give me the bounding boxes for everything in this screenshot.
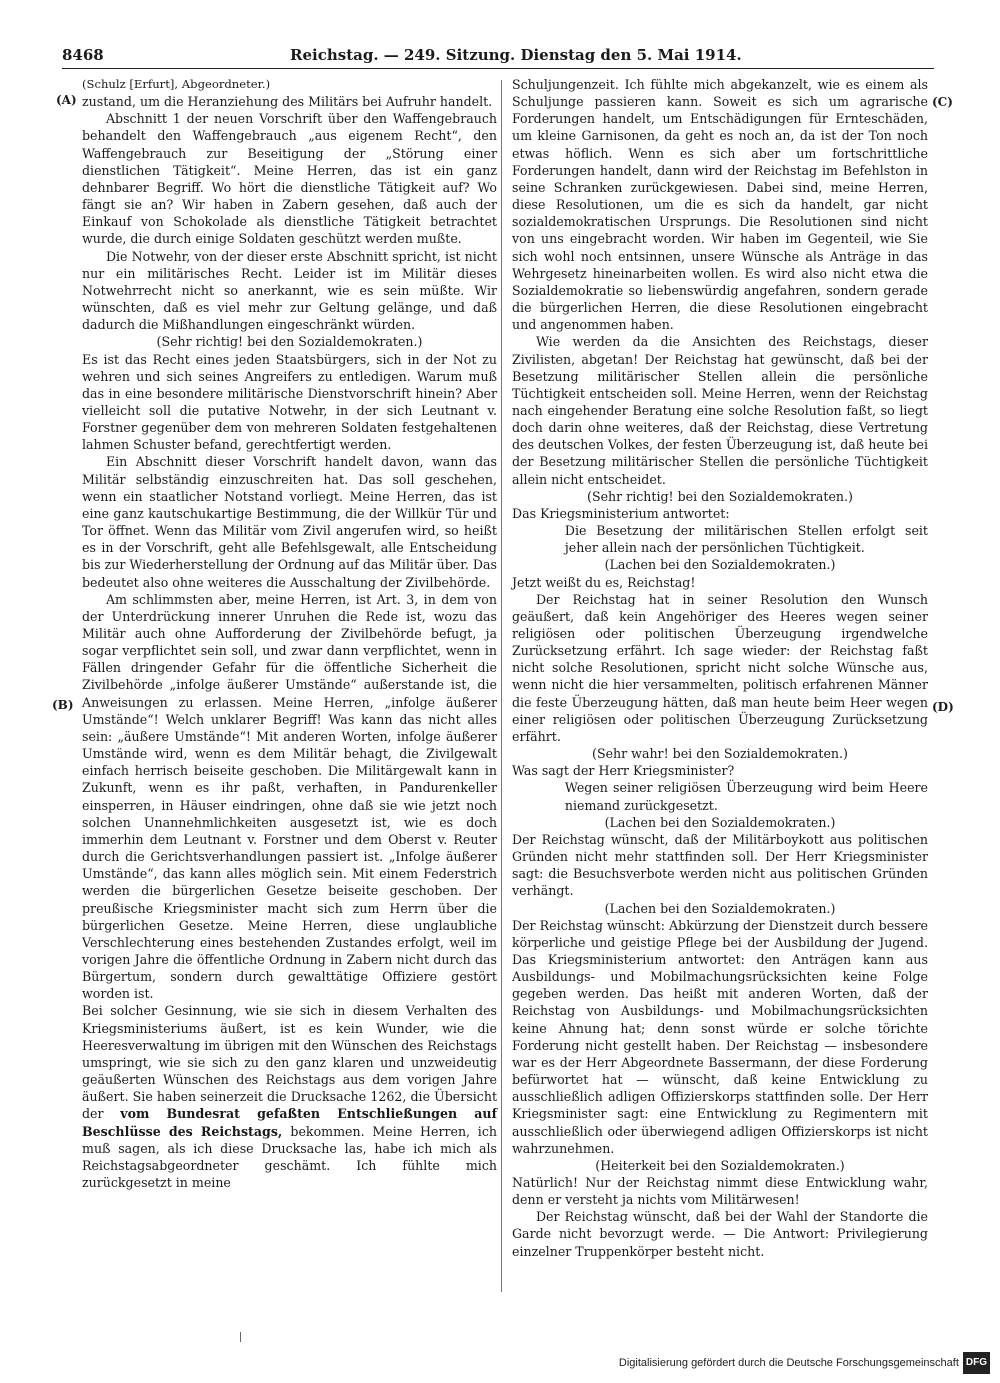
paragraph: Was sagt der Herr Kriegsminister? [512,763,735,779]
paragraph: Am schlimmsten aber, meine Herren, ist Art. 3, in dem von der Unterdrückung innerer Unruhen die Rede ist, wozu das Militär auch ohne Aufforderung der Zivilbehörde befugt, ja sogar verpflichtet sein soll, und zwar dann verpflichtet, wenn in Fällen dringender Gefahr für die öffentliche Sicherheit die Zivilbehörde „infolge äußerer Umstände“ außerstande ist, die Anweisungen zu erlassen. Meine Herren, „infolge äußerer Umstände“! Welch unklarer Begriff! Was kann das nicht alles sein: „äußere Umstände“! Mit anderen Worten, infolge äußerer Umstände wird, wenn es dem Militär behagt, die Zivilgewalt einfach herrisch beiseite geschoben. Die Militärgewalt kann in Zukunft, wenn es ihr paßt, verhaften, in Pandurenkeller einsperren, in Häuser eindringen, ohne daß sie wie jetzt noch solchen Unannehmlichkeiten ausgesetzt ist, wie es doch immerhin dem Leutnant v. Forstner und dem Oberst v. Reuter durch die Gerichtsverhandlungen passiert ist. „Infolge äußerer Umstände“, das kann alles möglich sein. Mit einem Federstrich werden die bürgerlichen Gesetze beiseite geschoben. Der preußische Kriegsminister macht sich zum Herrn über die bürgerlichen Gesetze. Meine Herren, diese unglaubliche Verschlechterung eines bestehenden Zustandes erfolgt, weil im vorigen Jahre die öffentliche Ordnung in Zabern nicht durch das Bürgertum, sondern durch gewalttätige Offiziere gestört worden ist. [82,591,497,1002]
header-rule [62,68,934,69]
credit-text: Digitalisierung gefördert durch die Deutsche Forschungsgemeinschaft [618,1357,959,1369]
interjection: (Sehr richtig! bei den Sozialdemokraten.) [156,334,423,350]
margin-mark-c: (C) [932,95,953,109]
paragraph: Das Kriegsministerium antwortet: [512,505,730,521]
paragraph: Wegen seiner religiösen Überzeugung wird beim Heere niemand zurückgesetzt. [564,780,928,813]
column-divider [501,80,502,1292]
interjection: (Heiterkeit bei den Sozialdemokraten.) [595,1157,845,1173]
paragraph: Natürlich! Nur der Reichstag nimmt diese Entwicklung wahr, denn er versteht ja nichts vom Militärwesen! [512,1175,928,1208]
paragraph: Es ist das Recht eines jeden Staatsbürgers, sich in der Not zu wehren und sich seines Angreifers zu entledigen. Warum muß das in eine besondere militärische Dienstvorschrift hinein? Aber vielleicht soll die putative Notwehr, in der sich Leutnant v. Forstner gegenüber dem von mehreren Soldaten festgehaltenen lahmen Schuster befand, gerechtfertigt werden. [82,351,497,453]
page-mark [240,1332,241,1342]
margin-mark-a: (A) [56,93,77,107]
left-text-column [82,76,497,1191]
paragraph: Die Notwehr, von der dieser erste Abschnitt spricht, ist nicht nur ein militärisches Recht. Leider ist im Militär dieses Notwehrrecht nicht so anerkannt, wie es sein müßte. Wir wünschten, daß es viel mehr zur Geltung gelänge, und daß dadurch die Mißhandlungen eingeschränkt würden. [82,248,497,333]
paragraph: Der Reichstag wünscht, daß der Militärboykott aus politischen Gründen nicht mehr stattfinden soll. Der Herr Kriegsminister sagt: die Besuchsverbote werden nicht aus politischen Gründen verhängt. [512,831,928,899]
interjection: (Sehr richtig! bei den Sozialdemokraten.) [587,488,853,504]
digitization-credit [619,1353,990,1373]
interjection: (Sehr wahr! bei den Sozialdemokraten.) [592,746,848,762]
paragraph: zustand, um die Heranziehung des Militärs bei Aufruhr handelt. [82,94,493,110]
interjection: (Lachen bei den Sozialdemokraten.) [604,814,836,830]
paragraph: Wie werden da die Ansichten des Reichstags, dieser Zivilisten, abgetan! Der Reichstag hat gewünscht, daß bei der Besetzung militärischer Stellen allein die persönliche Tüchtigkeit entscheiden soll. Meine Herren, wenn der Reichstag nach eingehender Beratung eine solche Resolution faßt, so liegt doch darin ohne weiteres, daß der Reichstag, diese Vertretung des deutschen Volkes, der festen Überzeugung ist, daß heute bei der Besetzung militärischer Stellen die persönliche Tüchtigkeit allein nicht entscheidet. [512,334,928,487]
paragraph: Die Besetzung der militärischen Stellen erfolgt seit jeher allein nach der persönlichen Tüchtigkeit. [564,523,928,556]
interjection: (Lachen bei den Sozialdemokraten.) [604,900,836,916]
paragraph: bekommen. Meine Herren, ich muß sagen, als ich diese Drucksache las, habe ich mich als Reichstagsabgeordneter geschämt. Ich fühlte mich zurückgesetzt in meine [82,1123,497,1190]
paragraph: Der Reichstag wünscht: Abkürzung der Dienstzeit durch bessere körperliche und geistige Pflege bei der Ausbildung der Jugend. Das Kriegsministerium antwortet: den Anträgen kann aus Ausbildungs- und Mobilmachungsrücksichten keine Folge gegeben werden. Das heißt mit anderen Worten, daß der Reichstag von Ausbildungs- und Mobilmachungsrücksichten keine Ahnung hat; denn sonst würde er solche törichte Forderung nicht gestellt haben. Der Reichstag — insbesondere war es der Herr Abgeordnete Bassermann, der diese Forderung befürwortet hat — wünscht, daß keine Entwicklung zu ausschließlich adligen Offizierskorps stattfinden solle. Der Herr Kriegsminister sagt: eine Entwicklung zu Regimentern mit ausschließlich oder überwiegend adligen Offizierskorps ist nicht wahrzunehmen. [512,917,928,1156]
interjection: (Lachen bei den Sozialdemokraten.) [604,557,836,573]
right-text-column [512,76,928,1260]
paragraph: Bei solcher Gesinnung, wie sie sich in diesem Verhalten des Kriegsministeriums äußert, ist es kein Wunder, wie die Heeresverwaltung im übrigen mit den Wünschen des Reichstags umspringt, wie sie sich zu den ganz klaren und unzweideutig geäußerten Wünschen des Reichstags aus dem vorigen Jahre äußert. Sie haben seinerzeit die Drucksache 1262, die Übersicht der [82,1003,497,1122]
page-header-title: Reichstag. — 249. Sitzung. Dienstag den 5. Mai 1914. [290,46,742,64]
dfg-logo: DFG [963,1352,990,1374]
paragraph: Schuljungenzeit. Ich fühlte mich abgekanzelt, wie es einem als Schuljunge passieren kann. Soweit es sich um agrarische Forderungen handelt, um Entschädigungen für Ernteschäden, um kleine Garnisonen, da geht es noch an, da ist der Ton noch etwas höflich. Wenn es sich aber um fortschrittliche Forderungen handelt, dann wird der Reichstag im Befehlston in seine Schranken zurückgewiesen. Dabei sind, meine Herren, diese Resolutionen, um die es sich da handelt, gar nicht sozialdemokratischen Ursprungs. Die Resolutionen sind nicht von uns eingebracht worden. Wir haben im Gegenteil, wie Sie sich wohl noch entsinnen, unsere Wünsche als Anträge in das Wehrgesetz hineinarbeiten wollen. Es wird also nicht etwa die Sozialdemokratie so liebenswürdig angefahren, sondern gerade die bürgerlichen Herren, die diese Resolutionen eingebracht und angenommen haben. [512,77,928,333]
paragraph: Abschnitt 1 der neuen Vorschrift über den Waffengebrauch behandelt den Waffengebrauch „aus eigenem Recht“, den Waffengebrauch zur Beseitigung der „Störung einer dienstlichen Tätigkeit“. Meine Herren, das ist ein ganz dehnbarer Begriff. Wo hört die dienstliche Tätigkeit auf? Wo fängt sie an? Wir haben in Zabern gesehen, daß auch der Einkauf von Schokolade als dienstliche Tätigkeit betrachtet wurde, die durch einige Soldaten geschützt werden mußte. [82,111,497,247]
paragraph: Der Reichstag hat in seiner Resolution den Wunsch geäußert, daß kein Angehöriger des Heeres wegen seiner religiösen oder politischen Überzeugung irgendwelche Zurücksetzung erfährt. Ich sage wieder: der Reichstag faßt nicht solche Resolutionen, spricht nicht solche Wünsche aus, wenn nicht die hier versammelten, politisch erfahrenen Männer die feste Überzeugung hätten, daß man heute beim Heer wegen einer religiösen oder politischen Überzeugung Zurücksetzung erfährt. [512,591,928,744]
margin-mark-d: (D) [932,700,954,714]
paragraph: Ein Abschnitt dieser Vorschrift handelt davon, wann das Militär selbständig einzuschreiten hat. Das soll geschehen, wenn ein staatlicher Notstand vorliegt. Meine Herren, das ist eine ganz kautschukartige Bestimmung, die der Willkür Tür und Tor öffnet. Wenn das Militär vom Zivil angerufen wird, so heißt es in der Vorschrift, geht alle Befehlsgewalt, alle Entscheidung bis zur Wiederherstellung der Ordnung auf das Militär über. Das bedeutet also ohne weiteres die Ausschaltung der Zivilbehörde. [82,454,497,590]
margin-mark-b: (B) [52,698,74,712]
paragraph: (Schulz [Erfurt], Abgeordneter.) [82,77,271,91]
paragraph: vom Bundesrat gefaßten Entschließungen auf Beschlüsse des Reichstags, [82,1106,497,1139]
page-number: 8468 [62,46,104,64]
paragraph: Der Reichstag wünscht, daß bei der Wahl der Standorte die Garde nicht bevorzugt werde. — Die Antwort: Privilegierung einzelner Truppenkörper besteht nicht. [512,1209,928,1259]
paragraph: Jetzt weißt du es, Reichstag! [512,574,696,590]
